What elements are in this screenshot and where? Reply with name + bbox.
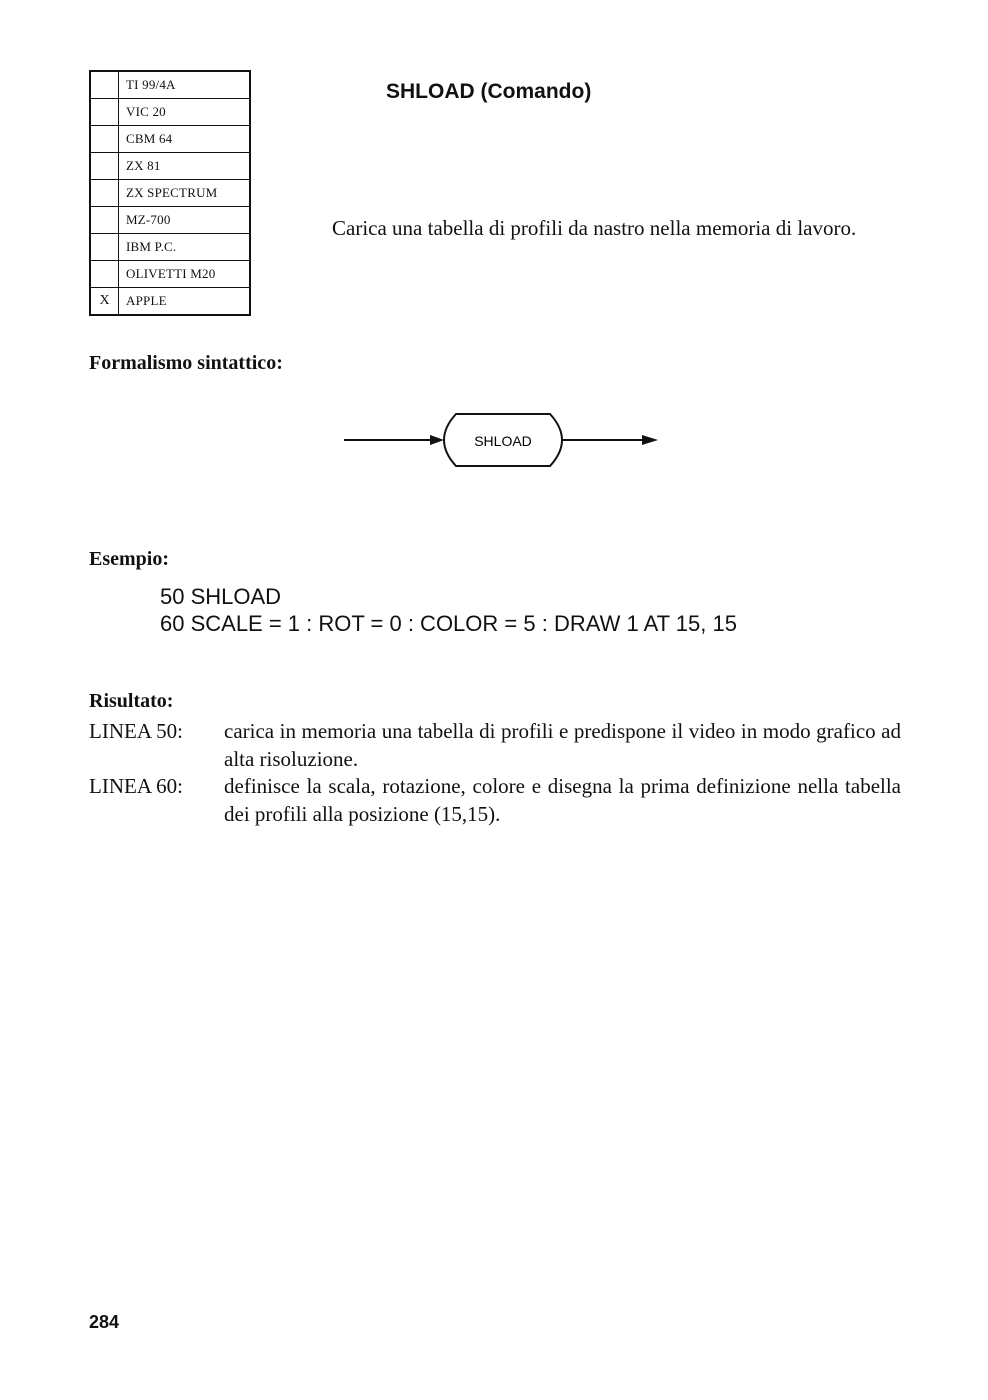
table-row — [90, 71, 250, 99]
table-row — [90, 234, 250, 261]
syntax-diagram — [340, 410, 670, 472]
result-heading: Risultato: — [89, 690, 174, 712]
table-row — [90, 180, 250, 207]
command-description: Carica una tabella di profili da nastro nella memoria di lavoro. — [332, 216, 857, 240]
compatibility-table — [89, 70, 251, 316]
compat-mark — [90, 261, 119, 288]
table-row — [90, 207, 250, 234]
result-item — [89, 717, 901, 773]
example-code — [160, 583, 737, 637]
table-row — [90, 99, 250, 126]
compat-mark — [90, 207, 119, 234]
result-item — [89, 772, 901, 828]
system-name: MZ-700 — [119, 207, 251, 234]
compat-mark — [90, 153, 119, 180]
table-row — [90, 126, 250, 153]
table-row — [90, 153, 250, 180]
page-number: 284 — [89, 1312, 120, 1332]
exit-arrow-icon — [642, 435, 658, 445]
compat-mark — [90, 180, 119, 207]
code-line: 60 SCALE = 1 : ROT = 0 : COLOR = 5 : DRAW 1 AT 15, 15 — [160, 611, 737, 636]
result-text: definisce la scala, rotazione, colore e disegna la prima definizione nella tabella dei profili alla posizione (15,15). — [224, 774, 901, 826]
system-name: TI 99/4A — [119, 71, 251, 99]
table-row — [90, 288, 250, 316]
system-name: OLIVETTI M20 — [119, 261, 251, 288]
result-text: carica in memoria una tabella di profili e predispone il video in modo grafico ad alta risoluzione. — [224, 719, 901, 771]
compat-mark: X — [90, 288, 119, 316]
result-label: LINEA 50: — [89, 719, 183, 743]
result-label: LINEA 60: — [89, 774, 183, 798]
example-heading: Esempio: — [89, 548, 169, 570]
system-name: APPLE — [119, 288, 251, 316]
code-line: 50 SHLOAD — [160, 584, 282, 609]
system-name: CBM 64 — [119, 126, 251, 153]
compat-mark — [90, 126, 119, 153]
syntax-heading: Formalismo sintattico: — [89, 352, 283, 374]
compat-mark — [90, 99, 119, 126]
system-name: ZX 81 — [119, 153, 251, 180]
system-name: ZX SPECTRUM — [119, 180, 251, 207]
command-title: SHLOAD (Comando) — [386, 80, 592, 103]
compat-mark — [90, 234, 119, 261]
table-row — [90, 261, 250, 288]
syntax-keyword: SHLOAD — [474, 433, 532, 449]
system-name: VIC 20 — [119, 99, 251, 126]
entry-arrow-icon — [430, 435, 444, 445]
compat-mark — [90, 71, 119, 99]
system-name: IBM P.C. — [119, 234, 251, 261]
